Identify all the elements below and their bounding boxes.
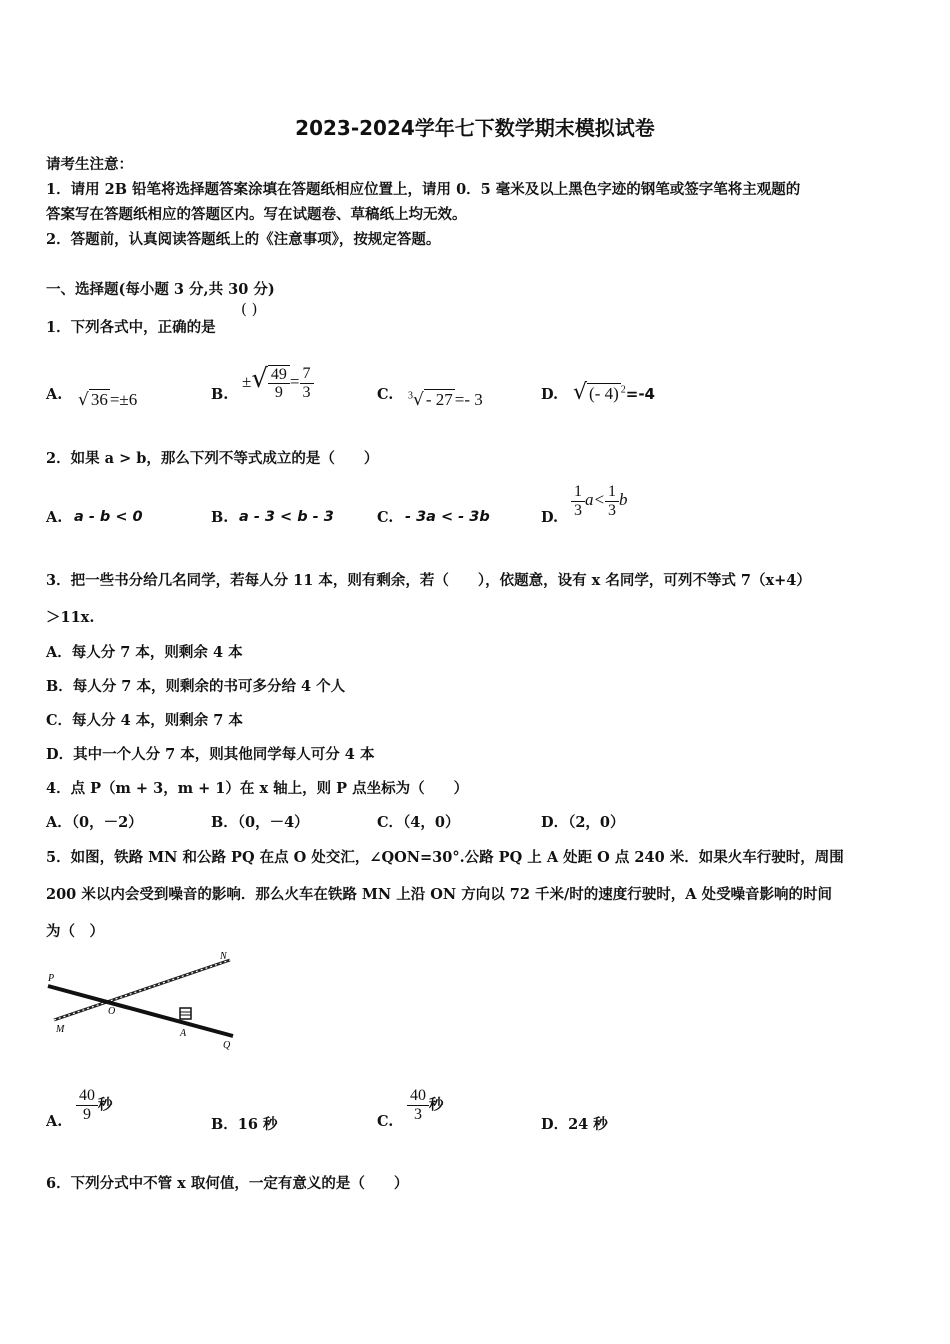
q1-option-a-expr: √ 36 =±6 [78,390,138,410]
q2-option-a-label: A. [46,509,63,526]
label-O: O [108,1006,116,1017]
label-Q: Q [223,1040,231,1051]
q2-option-d-expr [571,483,627,519]
q1-option-a-label: A. [46,386,63,403]
q2-option-a-text: a - b < 0 [74,509,143,525]
q5-option-c-label: C. [377,1113,394,1130]
q1-option-b-eq: = [289,372,300,391]
q1-option-b-den: 9 [268,383,290,402]
q1-option-b-expr: ±√ $\frac{49}{9}$ = $\frac{7}{3}$ [242,364,314,402]
q1-option-b-num2: 7 [302,365,311,382]
notice-line-1: 1．请用 2B 铅笔将选择题答案涂填在答题纸相应位置上，请用 0．5 毫米及以上黑色字迹的钢笔或签字笔将主观题的 [46,181,801,198]
q3-option-c: C．每人分 4 本，则剩余 7 本 [46,712,243,729]
q5-option-c-expr [407,1087,444,1123]
q5-option-a-num: 40 [79,1087,95,1104]
q1-option-b-den2: 3 [300,383,314,402]
q3-option-d: D．其中一个人分 7 本，则其他同学每人可分 4 本 [46,746,375,763]
q2-option-c-text: - 3a < - 3b [405,509,490,525]
q2-option-b-label: B. [211,509,229,526]
q5-stem-line-2: 200 米以内会受到噪音的影响．那么火车在铁路 MN 上沿 ON 方向以 72 千米/时的速度行驶时，A 处受噪音影响的时间 [46,886,833,903]
q2-option-d-label: D. [541,509,559,526]
q2-option-b-text: a - 3 < b - 3 [239,509,334,525]
q1-option-c-expr: $^3$√ - 27 =- 3 [408,390,483,410]
q4-option-a: A．（0，－2） [46,814,143,831]
q5-figure [40,948,250,1054]
q1-option-d-sup: 2 [620,384,626,396]
label-N: N [220,951,227,962]
q4-option-b: B．（0，－4） [211,814,309,831]
q2-option-d-num1: 1 [574,483,582,500]
page-title: 2023-2024学年七下数学期末模拟试卷 [295,116,655,140]
q3-stem-line-1: 3．把一些书分给几名同学，若每人分 11 本，则有剩余，若（ ），依题意，设有 x 名同学，可列不等式 7（x+4） [46,572,811,589]
q2-option-d-num2: 1 [607,483,616,500]
q5-option-c-unit: 秒 [429,1096,444,1114]
q1-option-d-rest: =-4 [625,385,655,403]
q4-option-c: C．（4，0） [377,814,460,831]
q5-option-a-den: 9 [76,1105,98,1124]
q1-option-a-radicand: 36 [90,390,108,409]
q1-option-c-label: C. [377,386,394,403]
q5-option-a-label: A. [46,1113,63,1130]
q1-option-d-label: D. [541,386,559,403]
q4-stem: 4．点 P（m + 3，m + 1）在 x 轴上，则 P 点坐标为（ ） [46,780,469,797]
q1-option-a-rest: =±6 [109,390,138,409]
q1-option-b-num: 49 [270,365,287,383]
label-A: A [180,1028,187,1039]
q1-option-c-radicand: - 27 [425,390,453,409]
q5-option-d: D．24 秒 [541,1116,608,1133]
q5-option-c-num: 40 [410,1087,426,1104]
q5-option-a-unit: 秒 [98,1096,113,1114]
label-P: P [48,973,55,984]
road-line [48,986,233,1036]
q5-option-a-expr [76,1087,113,1123]
q1-option-d-radicand: (- 4) [589,384,619,403]
q2-option-d-mid: a< [585,490,605,509]
notice-line-2: 答案写在答题纸相应的答题区内。写在试题卷、草稿纸上均无效。 [46,206,467,223]
q2-option-d-den2: 3 [605,501,619,520]
q3-option-b: B．每人分 7 本，则剩余的书可多分给 4 个人 [46,678,346,695]
q3-option-a: A．每人分 7 本，则剩余 4 本 [46,644,243,661]
q1-option-b-label: B. [211,386,229,403]
q1-option-d-expr: √ (- 4) $^2$=-4 [573,380,655,405]
q6-stem: 6．下列分式中不管 x 取何值，一定有意义的是（ ） [46,1175,409,1192]
notice-line-3: 2．答题前，认真阅读答题纸上的《注意事项》，按规定答题。 [46,231,441,248]
q2-option-c-label: C. [377,509,394,526]
q3-stem-line-2: ＞11x. [46,609,95,626]
section-heading: 一、选择题(每小题 3 分,共 30 分) [46,281,275,298]
q2-stem: 2．如果 a > b，那么下列不等式成立的是（ ） [46,450,379,467]
q5-stem-line-1: 5．如图，铁路 MN 和公路 PQ 在点 O 处交汇，∠QON=30°.公路 PQ 上 A 处距 O 点 240 米．如果火车行驶时，周围 [46,849,844,866]
notice-heading: 请考生注意： [46,156,133,173]
q1-paren: ( ) [241,300,258,318]
q2-option-d-end: b [618,490,628,509]
label-M: M [56,1024,65,1035]
q5-stem-line-3: 为（ ） [46,923,104,940]
q1-option-c-rest: =- 3 [454,390,483,409]
q5-option-c-den: 3 [407,1105,429,1124]
q1-option-c-index: 3 [408,390,413,402]
q4-option-d: D．（2，0） [541,814,625,831]
q5-option-b: B．16 秒 [211,1116,278,1133]
q1-stem: 1．下列各式中，正确的是 [46,319,216,336]
q1-option-b-pm: ± [242,372,252,391]
q2-option-d-den1: 3 [571,501,585,520]
building-icon [180,1008,191,1019]
